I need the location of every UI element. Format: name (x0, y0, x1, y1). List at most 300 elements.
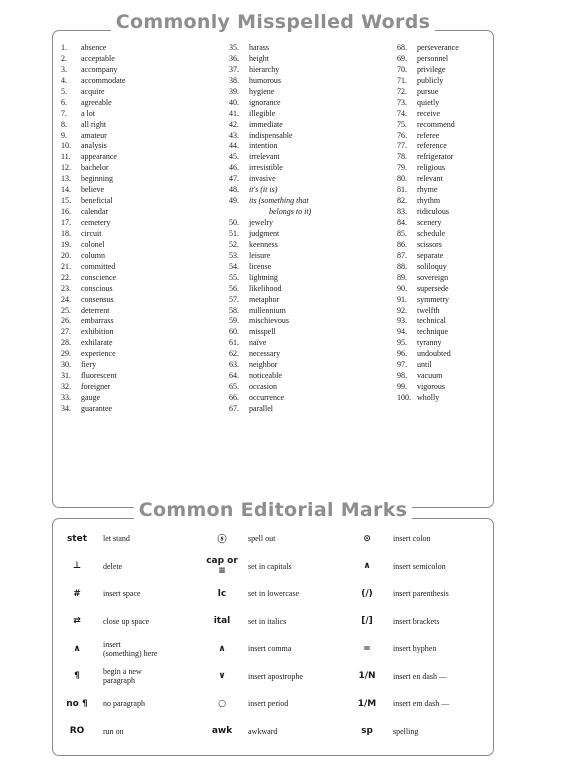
word-number: 47. (229, 174, 239, 184)
word-text: keenness (249, 239, 278, 249)
word-item (61, 131, 229, 142)
word-item (397, 43, 497, 54)
mark-description: set in lowercase (248, 589, 300, 599)
editorial-mark (202, 635, 347, 663)
word-text: believe (81, 185, 105, 195)
word-text: technical (417, 316, 446, 326)
word-item (61, 185, 229, 196)
word-text: belongs to it) (269, 207, 312, 217)
word-number: 59. (229, 316, 239, 326)
editorial-mark (347, 608, 492, 636)
word-number: 37. (229, 64, 239, 74)
editorial-mark (202, 690, 347, 718)
mark-symbol-icon: ⊥ (72, 561, 82, 572)
mark-description: insert comma (248, 644, 292, 654)
word-item (61, 240, 229, 251)
word-text: gauge (81, 393, 101, 402)
word-text: technique (417, 327, 449, 337)
word-text: beginning (81, 174, 113, 184)
mark-description: insert parenthesis (393, 589, 449, 599)
word-item (397, 141, 497, 152)
mark-symbol-icon: (/) (361, 588, 373, 599)
word-item (229, 76, 397, 87)
word-number: 72. (397, 86, 407, 96)
word-number: 7. (61, 108, 67, 118)
word-text: humorous (249, 75, 281, 85)
mark-symbol-icon: 1/N (358, 671, 376, 682)
word-number: 50. (229, 218, 239, 227)
editorial-marks-panel (52, 499, 494, 756)
word-number: 19. (61, 239, 71, 249)
word-text: cemetery (81, 218, 111, 227)
word-number: 6. (61, 97, 67, 107)
misspelled-words-title: Commonly Misspelled Words (53, 11, 493, 33)
word-item (397, 196, 497, 207)
word-text: publicly (417, 75, 444, 85)
word-text: guarantee (81, 403, 113, 413)
word-text: fiery (81, 360, 97, 370)
word-text: vigorous (417, 382, 445, 392)
word-item (397, 152, 497, 163)
editorial-marks-title: Common Editorial Marks (53, 499, 493, 521)
word-number: 70. (397, 64, 407, 74)
word-text: amateur (81, 130, 107, 140)
word-number: 73. (397, 97, 407, 107)
word-item (397, 207, 497, 218)
word-item (61, 273, 229, 284)
word-number: 2. (61, 53, 67, 63)
word-text: tyranny (417, 338, 442, 348)
mark-description: awkward (248, 726, 278, 736)
word-number: 25. (61, 305, 71, 315)
word-number: 69. (397, 53, 407, 63)
word-item (397, 273, 497, 284)
word-item (61, 371, 229, 382)
mark-description: run on (103, 726, 124, 736)
mark-description: insert period (248, 699, 289, 709)
word-item (61, 284, 229, 295)
word-text: agreeable (81, 97, 112, 107)
editorial-mark (347, 690, 492, 718)
word-item (229, 87, 397, 98)
mark-symbol-icon: lc (217, 588, 227, 599)
word-item (229, 240, 397, 251)
word-text: indispensable (249, 130, 293, 140)
word-number: 66. (229, 393, 239, 402)
word-item (61, 207, 229, 218)
word-number: 21. (61, 261, 71, 271)
word-text: scissors (417, 239, 442, 249)
words-column-3 (397, 43, 497, 415)
word-item (397, 251, 497, 262)
word-item (61, 327, 229, 338)
word-text: experience (81, 349, 116, 359)
word-item (229, 349, 397, 360)
word-text: jewelry (249, 218, 273, 227)
word-number: 42. (229, 119, 239, 129)
word-number: 84. (397, 218, 407, 227)
word-text: exhibition (81, 327, 114, 337)
word-item (229, 109, 397, 120)
word-text: occurrence (249, 393, 285, 402)
word-item (229, 284, 397, 295)
word-item (397, 185, 497, 196)
word-item (229, 152, 397, 163)
word-number: 85. (397, 228, 407, 238)
mark-symbol-icon: no ¶ (66, 698, 88, 709)
word-text: conscious (81, 283, 113, 293)
word-item (397, 393, 497, 404)
word-text: exhilarate (81, 338, 113, 348)
word-number: 23. (61, 283, 71, 293)
word-item (397, 349, 497, 360)
mark-symbol-icon: ∧ (363, 561, 371, 572)
word-item (229, 174, 397, 185)
word-number: 10. (61, 141, 71, 151)
word-number: 5. (61, 86, 67, 96)
word-item (397, 338, 497, 349)
word-text: schedule (417, 228, 445, 238)
word-number: 8. (61, 119, 67, 129)
word-number: 9. (61, 130, 67, 140)
mark-symbol-icon: ∧ (218, 643, 226, 654)
word-item (61, 76, 229, 87)
word-item (61, 98, 229, 109)
mark-symbol-icon: ∧ (73, 643, 81, 654)
word-number: 62. (229, 349, 239, 359)
word-number: 11. (61, 152, 71, 162)
word-number: 40. (229, 97, 239, 107)
word-item (397, 360, 497, 371)
word-item (397, 229, 497, 240)
word-text: irresistible (249, 163, 283, 173)
word-text: parallel (249, 403, 273, 413)
word-item (397, 218, 497, 229)
word-text: scenery (417, 218, 442, 227)
word-number: 77. (397, 141, 407, 151)
word-item (397, 371, 497, 382)
mark-symbol-icon: RO (69, 726, 85, 737)
words-column-2 (229, 43, 397, 415)
word-text: personnel (417, 53, 449, 63)
word-text: occasion (249, 382, 277, 392)
word-text: embarrass (81, 316, 114, 326)
word-number: 100. (397, 393, 411, 402)
mark-symbol-icon: cap or ≡ (206, 556, 238, 577)
word-item (229, 218, 397, 229)
word-item (397, 163, 497, 174)
word-number: 20. (61, 250, 71, 260)
words-column-1 (61, 43, 229, 415)
editorial-mark (347, 663, 492, 691)
word-number: 60. (229, 327, 239, 337)
word-number: 64. (229, 371, 239, 381)
word-item (229, 185, 397, 196)
word-text: column (81, 250, 105, 260)
word-item (229, 54, 397, 65)
mark-description: set in italics (248, 616, 287, 626)
word-text: perseverance (417, 43, 459, 52)
word-number: 97. (397, 360, 407, 370)
word-text: lightning (249, 272, 278, 282)
mark-description: insert (something) here (103, 639, 158, 658)
word-text: all right (81, 119, 107, 129)
word-text: illegible (249, 108, 276, 118)
word-number: 93. (397, 316, 407, 326)
mark-description: begin a new paragraph (103, 667, 142, 686)
word-number: 53. (229, 250, 239, 260)
word-number: 36. (229, 53, 239, 63)
mark-description: insert semicolon (393, 561, 446, 571)
word-text: circuit (81, 228, 102, 238)
word-text: symmetry (417, 294, 449, 304)
word-text: refrigerator (417, 152, 454, 162)
mark-symbol-icon: [/] (361, 616, 373, 627)
mark-description: delete (103, 561, 123, 571)
word-text: height (249, 53, 269, 63)
mark-symbol-icon: ∨ (218, 671, 226, 682)
editorial-mark (202, 580, 347, 608)
word-text: naïve (249, 338, 267, 348)
word-item (61, 87, 229, 98)
misspelled-words-panel (52, 11, 494, 508)
word-text: irrelevant (249, 152, 280, 162)
word-item (229, 371, 397, 382)
word-number: 45. (229, 152, 239, 162)
word-number: 68. (397, 43, 407, 52)
mark-description: let stand (103, 534, 130, 544)
word-text: rhyme (417, 185, 438, 195)
word-text: acquire (81, 86, 105, 96)
editorial-mark (202, 718, 347, 746)
word-number: 71. (397, 75, 407, 85)
word-number: 88. (397, 261, 407, 271)
mark-symbol-icon: = (363, 643, 371, 654)
word-item (397, 120, 497, 131)
mark-symbol-icon: ⇄ (73, 616, 81, 627)
word-number: 89. (397, 272, 407, 282)
words-columns (61, 43, 487, 415)
word-text: undoubted (417, 349, 451, 359)
word-item (397, 382, 497, 393)
editorial-mark (202, 525, 347, 553)
word-number: 15. (61, 196, 71, 206)
word-text: metaphor (249, 294, 280, 304)
word-number: 44. (229, 141, 239, 151)
word-number: 99. (397, 382, 407, 392)
word-item (397, 109, 497, 120)
mark-symbol-icon: stet (66, 533, 88, 544)
word-item (61, 109, 229, 120)
word-text: bachelor (81, 163, 109, 173)
word-text: appearance (81, 152, 117, 162)
word-item (229, 229, 397, 240)
word-number: 29. (61, 349, 71, 359)
mark-symbol-icon: ⊙ (363, 533, 371, 544)
word-text: privilege (417, 64, 446, 74)
word-item (397, 284, 497, 295)
mark-description: no paragraph (103, 699, 145, 709)
mark-description: insert brackets (393, 616, 440, 626)
word-text: ridiculous (417, 207, 449, 217)
word-item (61, 120, 229, 131)
word-item (61, 54, 229, 65)
word-text: beneficial (81, 196, 113, 206)
word-text: judgment (249, 228, 280, 238)
word-text: wholly (417, 393, 440, 402)
word-text: analysis (81, 141, 107, 151)
word-item (61, 163, 229, 174)
word-number: 56. (229, 283, 239, 293)
word-number: 33. (61, 393, 71, 402)
word-item (229, 295, 397, 306)
word-text: pursue (417, 86, 439, 96)
word-text: consensus (81, 294, 114, 304)
mark-description: insert hyphen (393, 644, 437, 654)
word-item (229, 338, 397, 349)
word-item (61, 218, 229, 229)
word-item (61, 295, 229, 306)
word-item (61, 65, 229, 76)
word-text: colonel (81, 239, 105, 249)
word-number: 14. (61, 185, 71, 195)
word-number: 63. (229, 360, 239, 370)
editorial-mark (347, 580, 492, 608)
word-number: 76. (397, 130, 407, 140)
word-item (397, 295, 497, 306)
word-item (229, 316, 397, 327)
word-item (397, 240, 497, 251)
word-item (229, 382, 397, 393)
word-number: 65. (229, 382, 239, 392)
word-text: license (249, 261, 272, 271)
editorial-mark (57, 663, 202, 691)
word-number: 24. (61, 294, 71, 304)
word-number: 87. (397, 250, 407, 260)
mark-symbol-icon: ital (213, 616, 231, 627)
word-number: 95. (397, 338, 407, 348)
word-item (229, 65, 397, 76)
word-text: its (something that (249, 196, 309, 206)
word-number: 26. (61, 316, 71, 326)
word-number: 86. (397, 239, 407, 249)
word-text: acceptable (81, 53, 115, 63)
word-number: 52. (229, 239, 239, 249)
word-number: 96. (397, 349, 407, 359)
word-number (229, 207, 269, 218)
word-item (229, 196, 397, 207)
word-text: accommodate (81, 75, 126, 85)
mark-symbol-icon: # (73, 588, 81, 599)
mark-symbol-icon: ○ (218, 698, 226, 709)
word-number: 57. (229, 294, 239, 304)
word-number: 61. (229, 338, 239, 348)
mark-symbol-icon: 1/M (357, 698, 377, 709)
editorial-mark (57, 718, 202, 746)
word-text: referee (417, 130, 440, 140)
word-item (229, 98, 397, 109)
word-text: hygiene (249, 86, 275, 96)
word-item (61, 306, 229, 317)
word-item (61, 174, 229, 185)
mark-description: set in capitals (248, 561, 292, 571)
word-text: immediate (249, 119, 283, 129)
word-text: quietly (417, 97, 440, 107)
word-text: millennium (249, 305, 286, 315)
word-item (61, 251, 229, 262)
word-item (61, 43, 229, 54)
word-item (229, 327, 397, 338)
word-text: ignorance (249, 97, 281, 107)
word-number: 17. (61, 218, 71, 227)
word-number: 54. (229, 261, 239, 271)
word-text: deterrent (81, 305, 110, 315)
word-text: separate (417, 250, 444, 260)
word-number: 46. (229, 163, 239, 173)
mark-description: spelling (393, 726, 419, 736)
mark-symbol-icon: sp (361, 726, 373, 737)
word-number: 49. (229, 196, 239, 206)
word-text: accompany (81, 64, 118, 74)
editorial-marks-grid (57, 525, 489, 751)
word-text: it's (it is) (249, 185, 278, 195)
word-item (229, 163, 397, 174)
word-item (61, 360, 229, 371)
word-item (397, 316, 497, 327)
word-item (397, 306, 497, 317)
word-item (397, 327, 497, 338)
word-text: twelfth (417, 305, 440, 315)
mark-description: insert apostrophe (248, 671, 303, 681)
mark-symbol-icon: ⓢ (217, 535, 227, 546)
word-text: misspell (249, 327, 276, 337)
word-number: 67. (229, 403, 239, 413)
word-number: 80. (397, 174, 407, 184)
word-item (397, 87, 497, 98)
mark-description: insert em dash — (393, 699, 450, 709)
word-number: 41. (229, 108, 239, 118)
word-number: 22. (61, 272, 71, 282)
mark-symbol-icon: awk (211, 726, 233, 737)
word-number: 18. (61, 228, 71, 238)
word-text: intention (249, 141, 278, 151)
mark-description: insert colon (393, 534, 431, 544)
word-number: 38. (229, 75, 239, 85)
word-text: mischievous (249, 316, 289, 326)
word-item (229, 306, 397, 317)
word-text: relevant (417, 174, 443, 184)
editorial-mark (57, 608, 202, 636)
word-item (61, 349, 229, 360)
word-number: 75. (397, 119, 407, 129)
word-number: 13. (61, 174, 71, 184)
word-text: neighbor (249, 360, 278, 370)
word-text: a lot (81, 108, 95, 118)
word-item (397, 131, 497, 142)
word-item (397, 54, 497, 65)
editorial-mark (202, 608, 347, 636)
word-item (229, 141, 397, 152)
word-number: 98. (397, 371, 407, 381)
mark-description: insert en dash — (393, 671, 447, 681)
word-number: 1. (61, 43, 67, 52)
mark-description: close up space (103, 616, 150, 626)
editorial-mark (57, 553, 202, 581)
word-number: 28. (61, 338, 71, 348)
word-text: vacuum (417, 371, 443, 381)
word-text: harass (249, 43, 269, 52)
word-item (397, 262, 497, 273)
